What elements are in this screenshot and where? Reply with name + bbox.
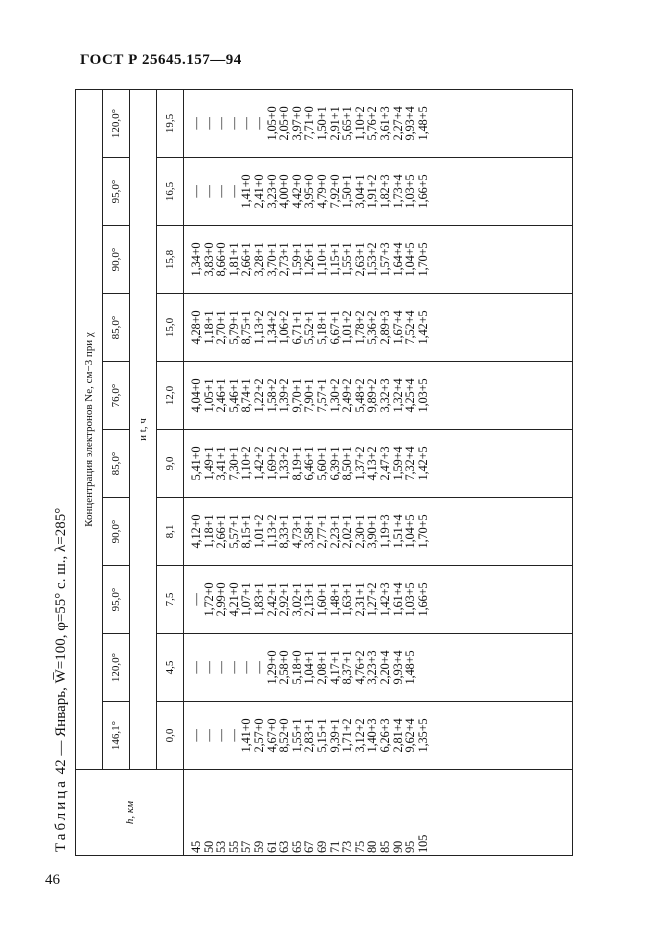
- table-cell: 1,41+0: [239, 174, 254, 209]
- table-cell: 1,13+2: [264, 514, 279, 549]
- table-cell: 2,30+1: [352, 514, 367, 549]
- table-cell: 1,55+1: [289, 718, 304, 753]
- table-cell: —: [251, 661, 266, 674]
- table-cell: 1,01+2: [251, 514, 266, 549]
- h-value: 85: [377, 840, 392, 853]
- table-cell: —: [201, 661, 216, 674]
- table-cell: 2,81+4: [390, 718, 405, 753]
- table-cell: 9,93+4: [403, 106, 418, 141]
- chi-header-2: 95,0°: [103, 566, 130, 634]
- h-value: 67: [302, 840, 317, 853]
- data-column-0: [184, 702, 573, 770]
- table-cell: 4,21+0: [226, 582, 241, 617]
- h-value: 53: [214, 840, 229, 853]
- data-column-5: [184, 362, 573, 430]
- table-cell: 1,30+2: [327, 378, 342, 413]
- table-cell: —: [214, 117, 229, 130]
- table-cell: 1,10+2: [239, 446, 254, 481]
- h-value: 75: [352, 840, 367, 853]
- table-cell: 1,04+1: [302, 650, 317, 685]
- data-column-3: [184, 498, 573, 566]
- table-cell: —: [226, 661, 241, 674]
- table-cell: 1,91+2: [365, 174, 380, 209]
- table-cell: 8,50+1: [340, 446, 355, 481]
- table-cell: 1,59+4: [390, 446, 405, 481]
- table-cell: 6,71+1: [289, 310, 304, 345]
- table-cell: 3,58+1: [302, 514, 317, 549]
- table-cell: 9,70+1: [289, 378, 304, 413]
- table-cell: 1,69+2: [264, 446, 279, 481]
- t-header-8: 16,5: [157, 158, 184, 226]
- table-cell: 2,70+1: [214, 310, 229, 345]
- table-cell: 8,75+1: [239, 310, 254, 345]
- chi-header-9: 120,0°: [103, 89, 130, 157]
- h-column-header: h, км: [76, 770, 184, 856]
- table-cell: 2,99+0: [214, 582, 229, 617]
- chi-header-3: 90,0°: [103, 498, 130, 566]
- t-header-0: 0,0: [157, 702, 184, 770]
- table-cell: 6,39+1: [327, 446, 342, 481]
- chi-header-5: 76,0°: [103, 362, 130, 430]
- table-cell: —: [201, 729, 216, 742]
- h-value: 73: [340, 840, 355, 853]
- h-value: 59: [251, 840, 266, 853]
- table-cell: 4,17+1: [327, 650, 342, 685]
- table-cell: —: [214, 661, 229, 674]
- chi-header-4: 85,0°: [103, 430, 130, 498]
- table-cell: 2,77+1: [314, 514, 329, 549]
- table-cell: 1,03+5: [415, 378, 430, 413]
- table-cell: 2,66+1: [214, 514, 229, 549]
- t-header-2: 7,5: [157, 566, 184, 634]
- table-cell: 1,83+1: [251, 582, 266, 617]
- table-cell: 1,32+4: [390, 378, 405, 413]
- table-cell: 1,07+1: [239, 582, 254, 617]
- table-cell: 4,67+0: [264, 718, 279, 753]
- table-cell: 8,33+1: [277, 514, 292, 549]
- table-cell: 2,89+3: [377, 310, 392, 345]
- table-cell: 7,30+1: [226, 446, 241, 481]
- table-cell: 2,49+2: [340, 378, 355, 413]
- table-cell: 1,26+1: [302, 242, 317, 277]
- table-cell: 5,65+1: [340, 106, 355, 141]
- table-cell: 3,97+0: [289, 106, 304, 141]
- h-value: 45: [189, 840, 203, 853]
- table-cell: 1,78+2: [352, 310, 367, 345]
- chi-header-0: 146,1°: [103, 702, 130, 770]
- h-value: 63: [277, 840, 292, 853]
- table-cell: 1,27+2: [365, 582, 380, 617]
- table-cell: 8,15+1: [239, 514, 254, 549]
- table-cell: 2,08+1: [314, 650, 329, 685]
- table-cell: 4,25+4: [403, 378, 418, 413]
- table-cell: 1,53+2: [365, 242, 380, 277]
- table-cell: —: [214, 185, 229, 198]
- table-cell: 1,55+1: [340, 242, 355, 277]
- table-cell: 1,04+5: [403, 242, 418, 277]
- table-cell: 1,04+5: [403, 514, 418, 549]
- table-cell: 8,52+0: [277, 718, 292, 753]
- table-cell: 5,36+2: [365, 310, 380, 345]
- table-cell: —: [189, 661, 203, 674]
- table-cell: 1,40+3: [365, 718, 380, 753]
- chi-header-1: 120,0°: [103, 634, 130, 702]
- table-cell: 1,51+4: [390, 514, 405, 549]
- table-cell: 1,10+1: [314, 242, 329, 277]
- h-value: 65: [289, 840, 304, 853]
- table-cell: 5,48+2: [352, 378, 367, 413]
- t-header-5: 12,0: [157, 362, 184, 430]
- table-cell: 5,76+2: [365, 106, 380, 141]
- table-cell: 1,01+2: [340, 310, 355, 345]
- table-cell: 1,67+4: [390, 310, 405, 345]
- table-cell: 1,39+2: [277, 378, 292, 413]
- table-cell: 1,06+2: [277, 310, 292, 345]
- table-cell: 9,62+4: [403, 718, 418, 753]
- table-cell: 2,83+1: [302, 718, 317, 753]
- table-cell: 2,31+1: [352, 582, 367, 617]
- table-cell: 3,02+1: [289, 582, 304, 617]
- table-cell: 2,41+0: [251, 174, 266, 209]
- table-cell: 1,71+2: [340, 718, 355, 753]
- table-cell: 1,29+0: [264, 650, 279, 685]
- table-cell: 2,57+0: [251, 718, 266, 753]
- table-cell: —: [189, 729, 203, 742]
- table-cell: 8,19+1: [289, 446, 304, 481]
- table-cell: —: [239, 661, 254, 674]
- table-cell: 3,32+3: [377, 378, 392, 413]
- table-cell: 8,37+1: [340, 650, 355, 685]
- table-cell: 7,52+4: [403, 310, 418, 345]
- data-column-1: [184, 634, 573, 702]
- table-cell: 3,28+1: [251, 242, 266, 277]
- table-cell: 4,79+0: [314, 174, 329, 209]
- table-cell: 3,23+3: [365, 650, 380, 685]
- table-cell: 5,15+1: [314, 718, 329, 753]
- table-cell: 1,22+2: [251, 378, 266, 413]
- table-cell: 1,58+2: [264, 378, 279, 413]
- table-cell: 4,76+2: [352, 650, 367, 685]
- table-cell: 2,05+0: [277, 106, 292, 141]
- data-column-2: [184, 566, 573, 634]
- table-cell: 3,95+0: [302, 174, 317, 209]
- t-header-4: 9,0: [157, 430, 184, 498]
- table-cell: 1,59+1: [289, 242, 304, 277]
- table-cell: 1,18+1: [201, 514, 216, 549]
- table-cell: 1,03+5: [403, 174, 418, 209]
- h-value: 50: [201, 840, 216, 853]
- table-cell: 5,60+1: [314, 446, 329, 481]
- table-cell: 5,18+1: [314, 310, 329, 345]
- table-cell: —: [214, 729, 229, 742]
- table-cell: 1,73+4: [390, 174, 405, 209]
- t-header-6: 15,0: [157, 294, 184, 362]
- caption-label: Таблица: [53, 778, 69, 852]
- table-cell: 3,41+1: [214, 446, 229, 481]
- table-cell: 1,63+1: [340, 582, 355, 617]
- table-cell: 5,79+1: [226, 310, 241, 345]
- time-subheader: и t, ч: [130, 89, 157, 769]
- table-cell: 1,81+1: [226, 242, 241, 277]
- t-header-1: 4,5: [157, 634, 184, 702]
- table-cell: 1,61+4: [390, 582, 405, 617]
- table-cell: —: [239, 117, 254, 130]
- h-values-column: [184, 770, 573, 856]
- table-cell: 1,57+3: [377, 242, 392, 277]
- table-cell: 1,50+1: [340, 174, 355, 209]
- page-header: ГОСТ Р 25645.157—94: [80, 52, 242, 68]
- table-cell: 1,34+2: [264, 310, 279, 345]
- table-cell: 5,41+0: [189, 446, 203, 481]
- table-cell: 5,57+1: [226, 514, 241, 549]
- table-cell: 5,46+1: [226, 378, 241, 413]
- table-cell: —: [226, 185, 241, 198]
- table-cell: 1,48+5: [403, 650, 418, 685]
- h-value: 105: [415, 834, 430, 853]
- table-cell: 1,35+5: [415, 718, 430, 753]
- table-caption: [47, 88, 75, 858]
- table-cell: 2,58+0: [277, 650, 292, 685]
- table-cell: 3,61+3: [377, 106, 392, 141]
- rotated-table-area: [47, 88, 617, 858]
- table-cell: —: [201, 185, 216, 198]
- table-cell: 9,89+2: [365, 378, 380, 413]
- concentration-header: Концентрация электронов Ne, см−3 при χ: [76, 89, 103, 769]
- table-cell: 1,33+2: [277, 446, 292, 481]
- table-cell: 7,57+1: [314, 378, 329, 413]
- table-cell: 1,60+1: [314, 582, 329, 617]
- table-cell: —: [189, 185, 203, 198]
- t-header-9: 19,5: [157, 89, 184, 157]
- data-column-8: [184, 158, 573, 226]
- chi-header-7: 90,0°: [103, 226, 130, 294]
- chi-header-8: 95,0°: [103, 158, 130, 226]
- table-cell: 6,67+1: [327, 310, 342, 345]
- table-cell: 5,18+0: [289, 650, 304, 685]
- table-cell: 1,64+4: [390, 242, 405, 277]
- table-cell: 5,52+1: [302, 310, 317, 345]
- table-cell: 4,04+0: [189, 378, 203, 413]
- table-cell: 4,42+0: [289, 174, 304, 209]
- h-value: 61: [264, 840, 279, 853]
- t-header-7: 15,8: [157, 226, 184, 294]
- table-cell: 2,23+1: [327, 514, 342, 549]
- h-value: 57: [239, 840, 254, 853]
- table-cell: 1,70+5: [415, 242, 430, 277]
- table-cell: 1,15+1: [327, 242, 342, 277]
- table-cell: 1,66+5: [415, 174, 430, 209]
- table-cell: 9,39+1: [327, 718, 342, 753]
- table-cell: 1,03+5: [403, 582, 418, 617]
- table-cell: 1,05+1: [201, 378, 216, 413]
- table-cell: 2,02+1: [340, 514, 355, 549]
- t-header-3: 8,1: [157, 498, 184, 566]
- table-cell: 2,46+1: [214, 378, 229, 413]
- table-cell: 1,34+0: [189, 242, 203, 277]
- table-cell: 3,70+1: [264, 242, 279, 277]
- table-cell: 2,13+1: [302, 582, 317, 617]
- table-cell: 2,63+1: [352, 242, 367, 277]
- table-cell: 4,13+2: [365, 446, 380, 481]
- table-cell: 9,93+4: [390, 650, 405, 685]
- table-cell: 2,27+4: [390, 106, 405, 141]
- h-value: 95: [403, 840, 418, 853]
- table-cell: 4,28+0: [189, 310, 203, 345]
- table-cell: —: [189, 593, 203, 606]
- h-value: 90: [390, 840, 405, 853]
- table-cell: —: [189, 117, 203, 130]
- table-cell: 6,26+3: [377, 718, 392, 753]
- table-cell: 1,41+0: [239, 718, 254, 753]
- table-cell: 2,91+1: [327, 106, 342, 141]
- table-cell: 8,66+0: [214, 242, 229, 277]
- data-column-9: [184, 89, 573, 157]
- table-cell: 2,73+1: [277, 242, 292, 277]
- table-cell: 1,19+3: [377, 514, 392, 549]
- table-cell: —: [251, 117, 266, 130]
- table-cell: —: [226, 729, 241, 742]
- table-cell: 1,66+5: [415, 582, 430, 617]
- h-value: 80: [365, 840, 380, 853]
- table-cell: 2,42+1: [264, 582, 279, 617]
- table-cell: 1,42+5: [415, 310, 430, 345]
- table-cell: 1,70+5: [415, 514, 430, 549]
- table-cell: 2,66+1: [239, 242, 254, 277]
- data-column-4: [184, 430, 573, 498]
- table-cell: 8,74+1: [239, 378, 254, 413]
- table-cell: 1,37+2: [352, 446, 367, 481]
- table-cell: 1,18+1: [201, 310, 216, 345]
- table-cell: 3,83+0: [201, 242, 216, 277]
- table-cell: 1,10+2: [352, 106, 367, 141]
- table-cell: 1,49+1: [201, 446, 216, 481]
- table-cell: 3,04+1: [352, 174, 367, 209]
- table-cell: 3,12+2: [352, 718, 367, 753]
- table-cell: 3,23+0: [264, 174, 279, 209]
- table-cell: 2,20+4: [377, 650, 392, 685]
- table-block: [47, 88, 617, 858]
- table-cell: 7,32+4: [403, 446, 418, 481]
- table-cell: 3,90+1: [365, 514, 380, 549]
- table-cell: 2,47+3: [377, 446, 392, 481]
- table-cell: 1,50+1: [314, 106, 329, 141]
- table-cell: —: [226, 117, 241, 130]
- table-cell: 1,13+2: [251, 310, 266, 345]
- table-cell: —: [201, 117, 216, 130]
- data-column-7: [184, 226, 573, 294]
- table-cell: 1,05+0: [264, 106, 279, 141]
- table-cell: 7,90+1: [302, 378, 317, 413]
- table-cell: 1,82+3: [377, 174, 392, 209]
- page-number: 46: [45, 872, 60, 888]
- table-cell: 2,92+1: [277, 582, 292, 617]
- table-cell: 4,12+0: [189, 514, 203, 549]
- data-column-6: [184, 294, 573, 362]
- table-cell: 6,46+1: [302, 446, 317, 481]
- table-cell: 4,73+1: [289, 514, 304, 549]
- electron-concentration-table: [75, 89, 573, 856]
- chi-header-6: 85,0°: [103, 294, 130, 362]
- h-value: 71: [327, 840, 342, 853]
- h-value: 55: [226, 840, 241, 853]
- table-cell: 1,42+2: [251, 446, 266, 481]
- table-cell: 1,42+5: [415, 446, 430, 481]
- table-cell: 7,71+0: [302, 106, 317, 141]
- table-cell: 1,48+5: [415, 106, 430, 141]
- caption-text: 42 — Январь, W̅=100, φ=55° с. ш., λ=285°: [53, 507, 69, 779]
- table-cell: 4,00+0: [277, 174, 292, 209]
- table-cell: 1,42+3: [377, 582, 392, 617]
- h-value: 69: [314, 840, 329, 853]
- table-cell: 1,72+0: [201, 582, 216, 617]
- table-cell: 7,92+0: [327, 174, 342, 209]
- table-cell: 1,48+1: [327, 582, 342, 617]
